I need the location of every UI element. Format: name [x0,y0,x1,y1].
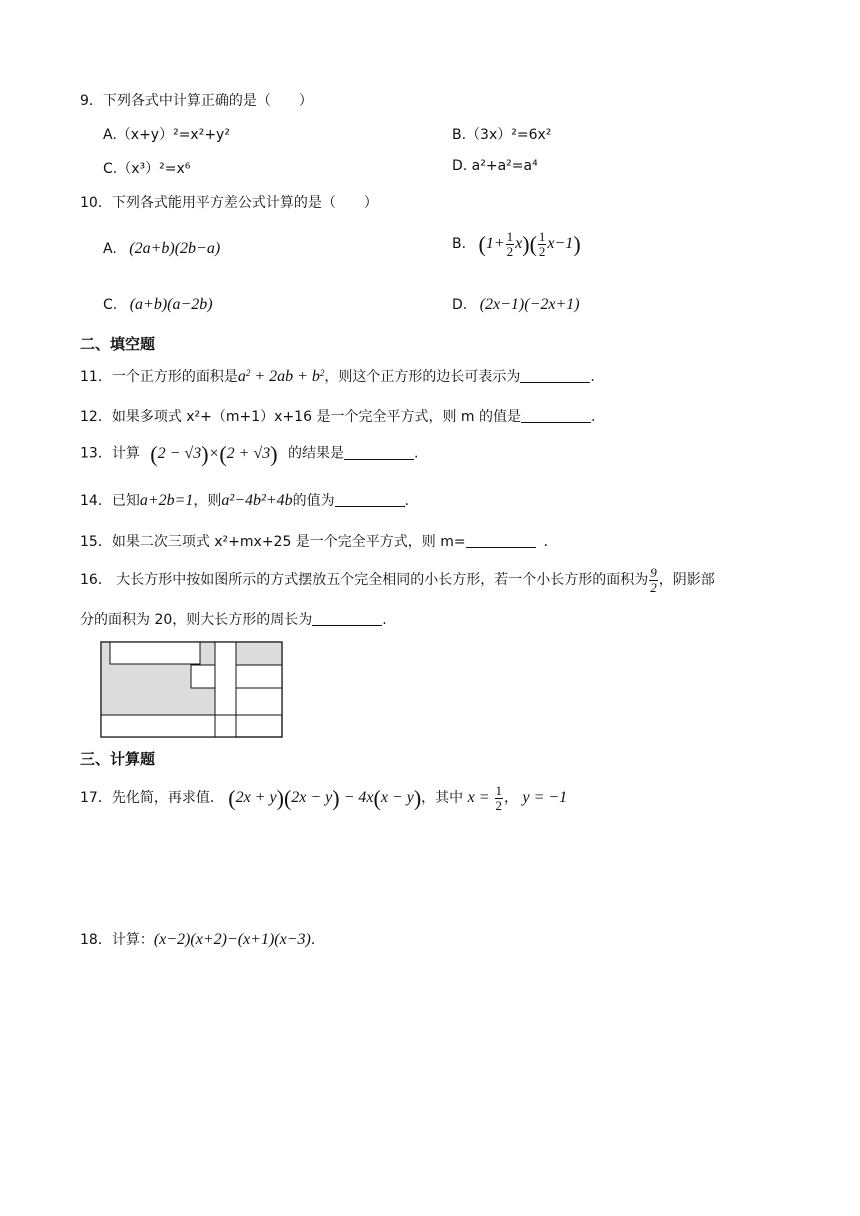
question-13-suffix: 的结果是 [288,445,344,462]
question-10-option-d [452,296,580,314]
option-d-label: D. [452,297,468,313]
question-10-option-a [103,240,220,258]
question-14-expression: a²−4b²+4b [221,492,293,509]
question-17-y-condition: y = −1 [522,788,568,806]
question-17-prefix: 17．先化简，再求值． [80,789,224,806]
question-9-option-b: B.（3x）²=6x² [452,127,552,143]
answer-blank[interactable] [520,368,590,383]
small-rectangle-top [110,642,200,664]
question-9-option-c: C.（x³）²=x⁶ [103,161,191,177]
fraction-one-half: $\frac{1}{2}$ [506,229,514,259]
question-11 [80,366,595,386]
small-rectangle-vertical-left [215,642,236,737]
fraction-one-half: $\frac{1}{2}$ [538,229,546,259]
question-11-prefix: 11．一个正方形的面积是 [80,369,238,385]
question-10-option-c [103,296,213,314]
section-fill-in-title: 二、填空题 [80,335,156,353]
question-16-text-cont: ，阴影部 [658,572,715,589]
question-14-prefix: 14．已知 [80,493,140,509]
question-15-text: 15．如果二次三项式 x²+mx+25 是一个完全平方式，则 m= [80,534,466,550]
option-d-expression: (2x−1)(−2x+1) [479,296,580,313]
question-9-option-a: A.（x+y）²=x²+y² [103,127,230,143]
question-11-suffix: ，则这个正方形的边长可表示为 [324,369,521,385]
question-17: 17．先化简，再求值． (2x + y)(2x − y) − 4x(x − y)，其中 x = $\frac{1}{2}$ ， y = −1 [80,783,568,813]
question-12-end: . [591,409,596,425]
question-12 [80,406,595,426]
question-14-suffix: 的值为 [292,493,335,509]
question-13-prefix: 13．计算 [80,445,140,462]
question-17-expression: (2x + y)(2x − y) − 4x(x − y) [228,785,422,811]
answer-blank[interactable] [521,408,591,423]
question-18-end: ． [310,932,325,948]
question-18-prefix: 18．计算： [80,932,154,948]
question-16-end: . [382,612,387,628]
option-a-label: A. [103,241,117,257]
question-15 [80,531,558,551]
question-14-condition: a+2b=1 [139,492,194,509]
question-13-end: . [414,445,419,462]
option-c-label: C. [103,297,118,313]
question-13-expression: (2 − √3)×(2 + √3) [150,441,278,466]
answer-blank[interactable] [335,492,405,507]
question-13 [80,441,418,467]
question-17-mid: ，其中 [421,789,464,806]
option-a-expression: (2a+b)(2b−a) [129,240,221,257]
answer-blank[interactable] [344,445,414,460]
question-16-line-1 [80,566,715,594]
option-c-expression: (a+b)(a−2b) [129,296,213,313]
question-17-x-condition: x = $\frac{1}{2}$ [467,783,503,813]
question-14-mid: ，则 [193,493,222,509]
question-10-stem: 10．下列各式能用平方差公式计算的是（ ） [80,195,378,211]
question-16-line-2 [80,609,387,629]
fraction-nine-halves: $\frac{9}{2}$ [650,565,657,595]
question-18 [80,929,325,949]
question-11-expression: $a^2 + 2ab + b^2$ [237,368,325,385]
section-calculation-title: 三、计算题 [80,750,156,768]
question-14-end: . [404,493,410,509]
option-b-expression: (1+ $\frac{1}{2}$ x)( $\frac{1}{2}$ x−1) [478,229,581,259]
small-rectangle-right [236,688,282,715]
question-9-option-d: D. a²+a²=a⁴ [452,158,538,174]
answer-blank[interactable] [466,533,536,548]
option-b-label: B. [452,235,467,252]
question-14 [80,490,409,510]
question-15-end: ． [543,534,558,550]
rectangle-figure [100,641,284,739]
question-16-text-2: 分的面积为 20，则大长方形的周长为 [80,612,313,628]
question-9-stem: 9．下列各式中计算正确的是（ ） [80,93,313,109]
small-rectangle-bottom [101,715,215,737]
question-16-text: 16． 大长方形中按如图所示的方式摆放五个完全相同的小长方形，若一个小长方形的面积为 [80,572,649,589]
question-10-option-b [452,230,581,258]
question-11-end: . [590,369,595,385]
question-18-expression: (x−2)(x+2)−(x+1)(x−3) [153,931,311,948]
answer-blank[interactable] [312,611,382,626]
question-12-text: 12．如果多项式 x²+（m+1）x+16 是一个完全平方式，则 m 的值是 [80,409,521,425]
